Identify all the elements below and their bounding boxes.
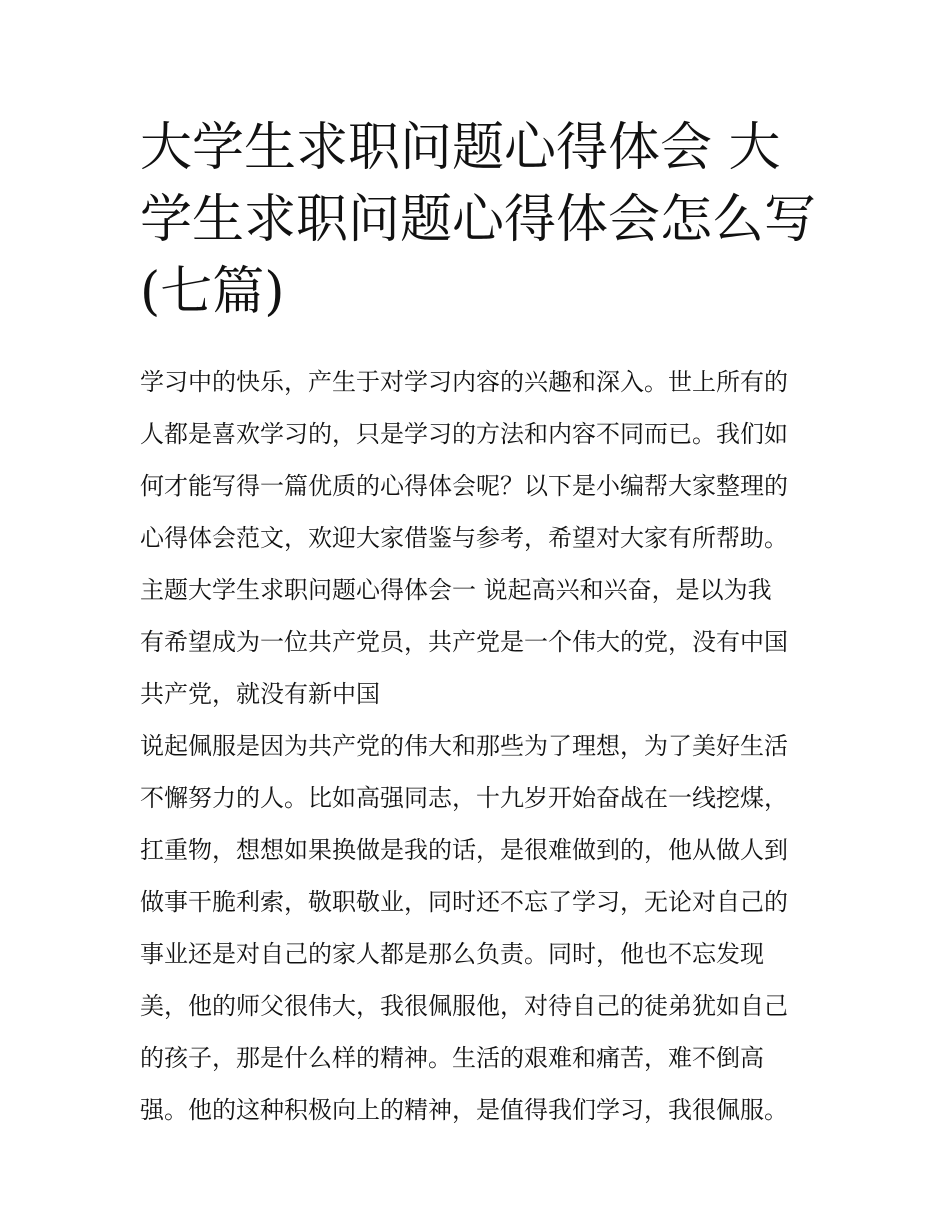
body-line-5: 主题大学生求职问题心得体会一 说起高兴和兴奋，是以为我 <box>140 576 772 604</box>
body-line-14: 的孩子，那是什么样的精神。生活的艰难和痛苦，难不倒高 <box>140 1044 764 1072</box>
document-body <box>140 356 830 1136</box>
body-line-15: 强。他的这种积极向上的精神，是值得我们学习，我很佩服。 <box>140 1096 788 1124</box>
body-line-7: 共产党，就没有新中国 <box>140 680 380 708</box>
body-line-4: 心得体会范文，欢迎大家借鉴与参考，希望对大家有所帮助。 <box>140 524 788 552</box>
body-line-3: 何才能写得一篇优质的心得体会呢？以下是小编帮大家整理的 <box>140 472 788 500</box>
body-line-9: 不懈努力的人。比如高强同志，十九岁开始奋战在一线挖煤， <box>140 784 788 812</box>
body-line-10: 扛重物，想想如果换做是我的话，是很难做到的，他从做人到 <box>140 836 788 864</box>
body-line-13: 美，他的师父很伟大，我很佩服他，对待自己的徒弟犹如自己 <box>140 992 788 1020</box>
body-line-11: 做事干脆利索，敬职敬业，同时还不忘了学习，无论对自己的 <box>140 888 788 916</box>
body-line-8: 说起佩服是因为共产党的伟大和那些为了理想，为了美好生活 <box>140 732 788 760</box>
document-title: 大学生求职问题心得体会 大学生求职问题心得体会怎么写(七篇) <box>140 118 817 322</box>
body-line-12: 事业还是对自己的家人都是那么负责。同时，他也不忘发现 <box>140 940 764 968</box>
body-line-6: 有希望成为一位共产党员，共产党是一个伟大的党，没有中国 <box>140 628 788 656</box>
body-line-2: 人都是喜欢学习的，只是学习的方法和内容不同而已。我们如 <box>140 420 788 448</box>
body-line-1: 学习中的快乐，产生于对学习内容的兴趣和深入。世上所有的 <box>140 368 788 396</box>
